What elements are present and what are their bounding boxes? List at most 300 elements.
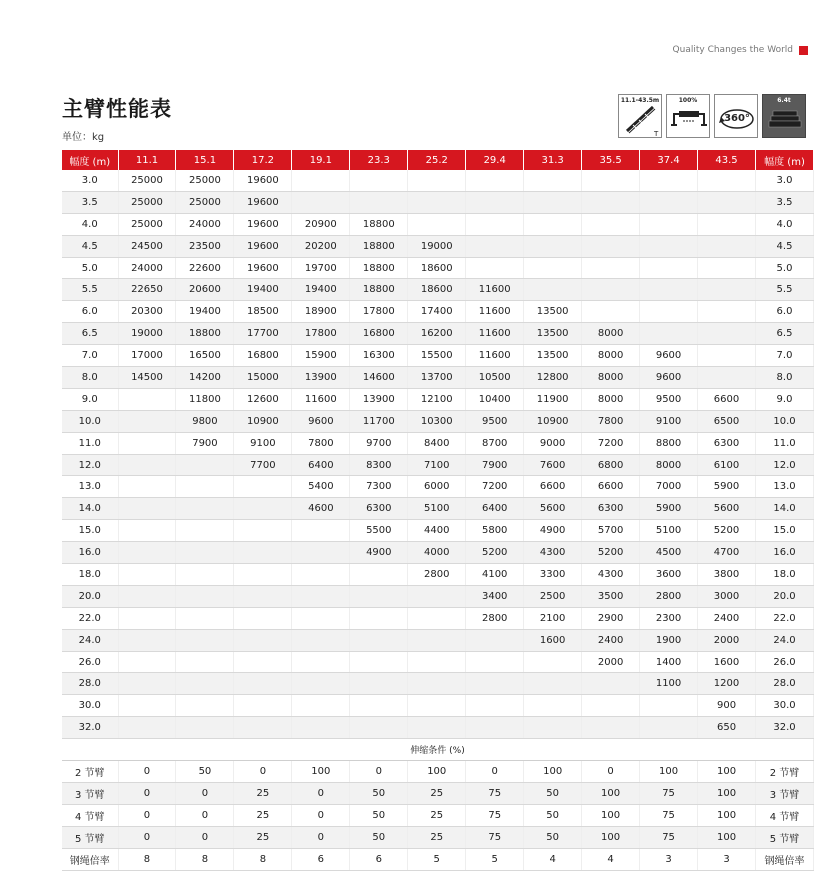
load-cell <box>118 564 176 586</box>
load-cell <box>350 585 408 607</box>
load-cell <box>176 673 234 695</box>
load-cell <box>176 607 234 629</box>
load-cell <box>466 673 524 695</box>
load-cell: 18800 <box>350 213 408 235</box>
load-cell <box>582 279 640 301</box>
load-cell: 7900 <box>466 454 524 476</box>
load-cell <box>408 651 466 673</box>
load-cell: 5500 <box>350 520 408 542</box>
load-cell <box>234 651 292 673</box>
load-cell <box>350 651 408 673</box>
radius-cell: 12.0 <box>756 454 814 476</box>
load-cell: 15900 <box>292 345 350 367</box>
radius-cell: 28.0 <box>756 673 814 695</box>
load-cell: 1600 <box>698 651 756 673</box>
telescoping-cell: 0 <box>582 761 640 783</box>
load-cell <box>292 585 350 607</box>
radius-cell: 3.0 <box>62 170 118 191</box>
telescoping-cell: 25 <box>234 826 292 848</box>
counterweight-icon: 6.4t <box>762 94 806 138</box>
radius-cell: 24.0 <box>62 629 118 651</box>
load-cell <box>524 170 582 191</box>
load-cell <box>524 651 582 673</box>
load-cell: 13500 <box>524 323 582 345</box>
reeving-row <box>62 848 814 870</box>
table-row <box>62 651 814 673</box>
load-cell: 8000 <box>582 345 640 367</box>
load-cell <box>408 717 466 739</box>
load-cell <box>292 170 350 191</box>
load-cell: 16800 <box>350 323 408 345</box>
load-cell <box>292 629 350 651</box>
radius-cell: 8.0 <box>62 367 118 389</box>
radius-header-right: 幅度 (m) <box>756 150 814 170</box>
telescoping-cell: 100 <box>640 761 698 783</box>
radius-cell: 3.0 <box>756 170 814 191</box>
table-row <box>62 388 814 410</box>
load-cell: 5800 <box>466 520 524 542</box>
load-cell <box>698 235 756 257</box>
load-cell <box>466 235 524 257</box>
section-label: 5 节臂 <box>756 826 814 848</box>
load-cell: 20300 <box>118 301 176 323</box>
load-cell: 2400 <box>698 607 756 629</box>
telescoping-cell: 50 <box>350 826 408 848</box>
load-cell <box>466 191 524 213</box>
load-cell: 7900 <box>176 432 234 454</box>
load-cell <box>292 191 350 213</box>
radius-cell: 16.0 <box>62 542 118 564</box>
load-cell: 19600 <box>234 191 292 213</box>
load-cell: 3300 <box>524 564 582 586</box>
load-cell: 12600 <box>234 388 292 410</box>
boom-length-header: 25.2 <box>408 150 466 170</box>
load-cell <box>176 542 234 564</box>
load-cell <box>350 629 408 651</box>
load-cell: 900 <box>698 695 756 717</box>
boom-length-header: 35.5 <box>582 150 640 170</box>
load-cell <box>118 498 176 520</box>
telescoping-title-row <box>62 739 814 761</box>
telescoping-cell: 25 <box>234 782 292 804</box>
load-cell <box>698 367 756 389</box>
telescoping-cell: 50 <box>176 761 234 783</box>
outrigger-icon: 100% <box>666 94 710 138</box>
load-cell: 19000 <box>118 323 176 345</box>
load-cell: 6400 <box>292 454 350 476</box>
boom-length-header: 37.4 <box>640 150 698 170</box>
telescoping-row <box>62 782 814 804</box>
telescoping-cell: 0 <box>350 761 408 783</box>
load-cell: 24500 <box>118 235 176 257</box>
load-cell <box>640 717 698 739</box>
radius-cell: 12.0 <box>62 454 118 476</box>
load-cell: 5100 <box>408 498 466 520</box>
load-cell: 7800 <box>582 410 640 432</box>
load-cell: 6300 <box>698 432 756 454</box>
load-cell <box>698 323 756 345</box>
load-cell: 6100 <box>698 454 756 476</box>
load-cell: 13900 <box>292 367 350 389</box>
radius-cell: 8.0 <box>756 367 814 389</box>
load-cell: 19400 <box>292 279 350 301</box>
load-cell: 25000 <box>176 191 234 213</box>
load-cell <box>292 651 350 673</box>
rotation-icon <box>714 94 758 138</box>
load-cell: 11600 <box>466 345 524 367</box>
reeving-label: 钢绳倍率 <box>62 848 118 870</box>
load-cell: 650 <box>698 717 756 739</box>
load-cell <box>466 629 524 651</box>
reeving-label: 钢绳倍率 <box>756 848 814 870</box>
reeving-cell: 4 <box>582 848 640 870</box>
telescoping-cell: 25 <box>234 804 292 826</box>
radius-cell: 13.0 <box>62 476 118 498</box>
load-cell <box>292 607 350 629</box>
boom-length-header: 19.1 <box>292 150 350 170</box>
load-cell: 1600 <box>524 629 582 651</box>
load-cell: 18600 <box>408 257 466 279</box>
load-cell: 6400 <box>466 498 524 520</box>
telescoping-title: 伸缩条件 (%) <box>62 739 814 761</box>
table-row <box>62 432 814 454</box>
load-cell: 16800 <box>234 345 292 367</box>
load-cell: 1900 <box>640 629 698 651</box>
load-cell <box>292 673 350 695</box>
load-cell: 2000 <box>582 651 640 673</box>
load-cell: 4300 <box>524 542 582 564</box>
load-cell: 11600 <box>466 301 524 323</box>
load-cell: 5700 <box>582 520 640 542</box>
load-cell <box>466 695 524 717</box>
radius-cell: 6.0 <box>62 301 118 323</box>
load-cell: 11600 <box>292 388 350 410</box>
load-cell: 7200 <box>466 476 524 498</box>
load-cell <box>234 520 292 542</box>
radius-cell: 7.0 <box>62 345 118 367</box>
telescoping-cell: 0 <box>118 761 176 783</box>
load-cell: 5900 <box>640 498 698 520</box>
radius-cell: 22.0 <box>756 607 814 629</box>
telescoping-cell: 100 <box>698 826 756 848</box>
load-cell: 19600 <box>234 257 292 279</box>
load-cell: 14600 <box>350 367 408 389</box>
load-cell <box>466 170 524 191</box>
load-cell: 20900 <box>292 213 350 235</box>
load-cell: 3000 <box>698 585 756 607</box>
load-cell <box>234 695 292 717</box>
load-cell: 13700 <box>408 367 466 389</box>
load-cell: 19600 <box>234 170 292 191</box>
load-cell: 2100 <box>524 607 582 629</box>
load-cell <box>466 213 524 235</box>
load-cell <box>408 629 466 651</box>
load-cell: 8000 <box>582 323 640 345</box>
load-cell: 12800 <box>524 367 582 389</box>
load-cell: 9600 <box>640 345 698 367</box>
table-row <box>62 345 814 367</box>
telescoping-cell: 50 <box>524 782 582 804</box>
load-cell: 2400 <box>582 629 640 651</box>
load-cell: 3400 <box>466 585 524 607</box>
boom-length-header: 23.3 <box>350 150 408 170</box>
load-cell: 9500 <box>466 410 524 432</box>
load-cell: 19600 <box>234 213 292 235</box>
telescoping-cell: 0 <box>176 782 234 804</box>
load-cell <box>524 695 582 717</box>
section-label: 4 节臂 <box>756 804 814 826</box>
section-label: 2 节臂 <box>756 761 814 783</box>
load-cell <box>292 695 350 717</box>
load-cell <box>698 191 756 213</box>
radius-cell: 6.5 <box>62 323 118 345</box>
load-cell: 5900 <box>698 476 756 498</box>
table-header-row <box>62 150 814 170</box>
radius-cell: 30.0 <box>756 695 814 717</box>
load-cell <box>350 607 408 629</box>
load-cell <box>524 279 582 301</box>
load-cell <box>176 717 234 739</box>
telescoping-cell: 25 <box>408 804 466 826</box>
boom-length-header: 11.1 <box>118 150 176 170</box>
radius-cell: 3.5 <box>62 191 118 213</box>
radius-cell: 16.0 <box>756 542 814 564</box>
boom-length-icon: 11.1-43.5m T <box>618 94 662 138</box>
load-cell: 17800 <box>350 301 408 323</box>
load-cell: 5100 <box>640 520 698 542</box>
radius-cell: 10.0 <box>756 410 814 432</box>
load-cell <box>408 191 466 213</box>
load-cell: 6600 <box>582 476 640 498</box>
load-cell <box>582 213 640 235</box>
radius-cell: 5.0 <box>62 257 118 279</box>
load-cell <box>176 629 234 651</box>
load-cell: 9600 <box>292 410 350 432</box>
telescoping-cell: 0 <box>466 761 524 783</box>
tagline-text: Quality Changes the World <box>672 45 793 55</box>
telescoping-cell: 0 <box>118 804 176 826</box>
telescoping-cell: 75 <box>466 826 524 848</box>
load-cell <box>118 542 176 564</box>
load-cell: 7000 <box>640 476 698 498</box>
table-row <box>62 191 814 213</box>
load-cell: 2800 <box>408 564 466 586</box>
load-cell: 1400 <box>640 651 698 673</box>
load-cell <box>234 585 292 607</box>
brand-square-icon <box>799 46 808 55</box>
load-cell: 4300 <box>582 564 640 586</box>
section-label: 2 节臂 <box>62 761 118 783</box>
load-cell: 2300 <box>640 607 698 629</box>
telescoping-cell: 75 <box>640 782 698 804</box>
table-row <box>62 410 814 432</box>
load-cell: 2800 <box>640 585 698 607</box>
telescoping-cell: 100 <box>292 761 350 783</box>
load-cell <box>176 585 234 607</box>
load-cell: 10500 <box>466 367 524 389</box>
load-cell: 16500 <box>176 345 234 367</box>
telescoping-cell: 75 <box>640 804 698 826</box>
load-cell: 11600 <box>466 279 524 301</box>
load-cell <box>176 520 234 542</box>
load-cell: 11700 <box>350 410 408 432</box>
radius-cell: 7.0 <box>756 345 814 367</box>
telescoping-cell: 100 <box>698 782 756 804</box>
telescoping-cell: 0 <box>118 826 176 848</box>
reeving-cell: 5 <box>408 848 466 870</box>
svg-text:360°: 360° <box>724 113 750 124</box>
radius-cell: 24.0 <box>756 629 814 651</box>
load-cell: 13500 <box>524 301 582 323</box>
load-cell: 15500 <box>408 345 466 367</box>
load-cell: 9500 <box>640 388 698 410</box>
radius-cell: 32.0 <box>62 717 118 739</box>
load-cell: 4100 <box>466 564 524 586</box>
load-cell: 6600 <box>698 388 756 410</box>
load-cell: 4000 <box>408 542 466 564</box>
table-row <box>62 498 814 520</box>
telescoping-cell: 100 <box>524 761 582 783</box>
telescoping-cell: 100 <box>582 782 640 804</box>
radius-cell: 5.5 <box>62 279 118 301</box>
radius-cell: 10.0 <box>62 410 118 432</box>
load-cell: 7700 <box>234 454 292 476</box>
table-row <box>62 454 814 476</box>
load-cell <box>640 170 698 191</box>
radius-cell: 11.0 <box>756 432 814 454</box>
load-cell: 18800 <box>350 279 408 301</box>
load-cell <box>350 695 408 717</box>
load-cell: 19000 <box>408 235 466 257</box>
load-cell: 25000 <box>118 170 176 191</box>
load-cell <box>292 564 350 586</box>
table-row <box>62 170 814 191</box>
table-row <box>62 213 814 235</box>
reeving-cell: 8 <box>176 848 234 870</box>
load-cell <box>118 388 176 410</box>
load-cell: 7600 <box>524 454 582 476</box>
load-cell <box>234 542 292 564</box>
table-row <box>62 323 814 345</box>
load-cell <box>234 607 292 629</box>
telescoping-cell: 75 <box>466 804 524 826</box>
load-cell <box>350 170 408 191</box>
load-cell: 4500 <box>640 542 698 564</box>
load-cell <box>698 257 756 279</box>
boom-length-header: 29.4 <box>466 150 524 170</box>
load-cell: 7300 <box>350 476 408 498</box>
load-cell: 8700 <box>466 432 524 454</box>
telescoping-cell: 100 <box>582 826 640 848</box>
load-cell: 6300 <box>582 498 640 520</box>
load-cell: 16300 <box>350 345 408 367</box>
radius-header-left: 幅度 (m) <box>62 150 118 170</box>
radius-cell: 32.0 <box>756 717 814 739</box>
radius-cell: 15.0 <box>756 520 814 542</box>
load-cell: 4600 <box>292 498 350 520</box>
radius-cell: 20.0 <box>756 585 814 607</box>
load-cell: 18500 <box>234 301 292 323</box>
load-cell: 19600 <box>234 235 292 257</box>
boom-length-header: 31.3 <box>524 150 582 170</box>
load-cell <box>118 695 176 717</box>
load-cell <box>118 607 176 629</box>
load-cell <box>234 673 292 695</box>
load-cell <box>640 323 698 345</box>
radius-cell: 4.5 <box>756 235 814 257</box>
load-cell <box>698 345 756 367</box>
table-row <box>62 476 814 498</box>
load-cell <box>118 410 176 432</box>
load-cell <box>408 585 466 607</box>
load-cell <box>582 257 640 279</box>
load-cell: 5200 <box>466 542 524 564</box>
load-cell: 18600 <box>408 279 466 301</box>
load-cell <box>118 520 176 542</box>
load-cell: 4900 <box>350 542 408 564</box>
load-cell: 19400 <box>234 279 292 301</box>
reeving-cell: 8 <box>234 848 292 870</box>
load-cell <box>118 717 176 739</box>
radius-cell: 9.0 <box>756 388 814 410</box>
load-cell <box>292 542 350 564</box>
load-cell <box>582 717 640 739</box>
load-cell <box>524 673 582 695</box>
load-cell: 1100 <box>640 673 698 695</box>
load-cell: 13500 <box>524 345 582 367</box>
reeving-cell: 6 <box>350 848 408 870</box>
radius-cell: 11.0 <box>62 432 118 454</box>
section-label: 3 节臂 <box>62 782 118 804</box>
load-cell: 17400 <box>408 301 466 323</box>
load-cell: 5200 <box>698 520 756 542</box>
load-cell: 8800 <box>640 432 698 454</box>
radius-cell: 4.5 <box>62 235 118 257</box>
load-cell: 7800 <box>292 432 350 454</box>
table-row <box>62 542 814 564</box>
radius-cell: 26.0 <box>62 651 118 673</box>
table-row <box>62 629 814 651</box>
load-cell: 11600 <box>466 323 524 345</box>
load-cell <box>350 191 408 213</box>
load-cell: 25000 <box>118 191 176 213</box>
load-cell: 9700 <box>350 432 408 454</box>
reeving-cell: 4 <box>524 848 582 870</box>
section-label: 4 节臂 <box>62 804 118 826</box>
load-cell <box>292 717 350 739</box>
load-cell: 15000 <box>234 367 292 389</box>
load-cell: 2800 <box>466 607 524 629</box>
load-cell: 6000 <box>408 476 466 498</box>
load-cell <box>350 717 408 739</box>
table-row <box>62 279 814 301</box>
load-cell <box>640 279 698 301</box>
load-cell <box>582 301 640 323</box>
load-cell: 18800 <box>350 235 408 257</box>
load-cell: 10900 <box>234 410 292 432</box>
load-cell <box>176 564 234 586</box>
reeving-cell: 8 <box>118 848 176 870</box>
load-cell <box>524 191 582 213</box>
load-cell <box>466 717 524 739</box>
load-cell <box>524 717 582 739</box>
radius-cell: 30.0 <box>62 695 118 717</box>
load-cell: 18900 <box>292 301 350 323</box>
telescoping-cell: 25 <box>408 782 466 804</box>
load-cell: 6800 <box>582 454 640 476</box>
reeving-cell: 3 <box>698 848 756 870</box>
spec-icons <box>618 94 806 138</box>
